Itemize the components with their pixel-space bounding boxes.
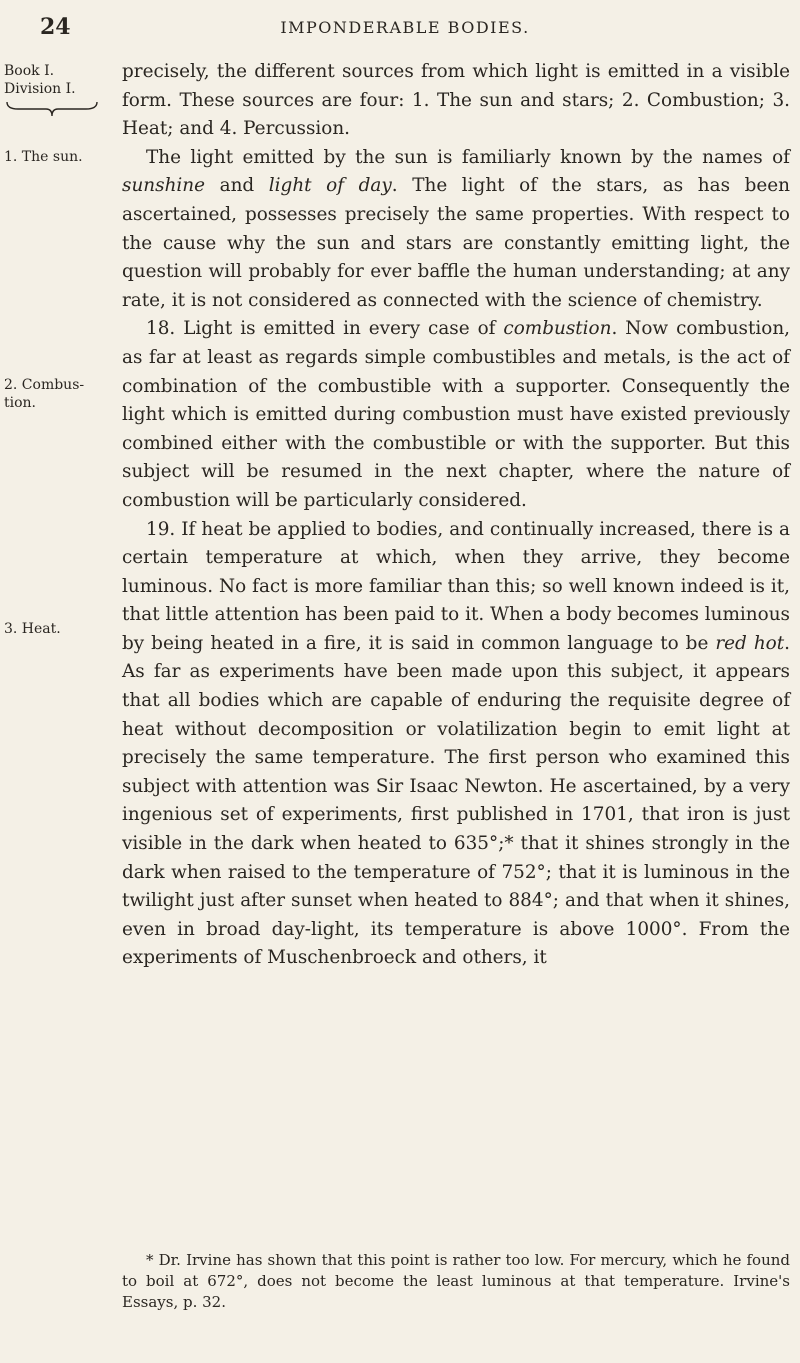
paragraph-sun: The light emitted by the sun is familiarly known by the names of sunshine and light of day. The light of the stars, as has been ascertained, possesses precisely the same properties. With respect to the cause why the sun and stars are constantly emitting light, the question will probably for ever baffle the human understanding; at any rate, it is not considered as connected with the science of chemistry.: [122, 146, 790, 311]
margin-note-heat: 3. Heat.: [4, 621, 61, 637]
page-number: 24: [40, 14, 71, 40]
paragraph-sources: precisely, the different sources from which light is emitted in a visible form. These sources are four: 1. The sun and stars; 2. Combustion; 3. Heat; and 4. Percussion.: [122, 61, 790, 140]
page-header: [40, 14, 770, 44]
margin-book: Book I.: [4, 63, 55, 79]
margin-note-sun: 1. The sun.: [4, 149, 83, 165]
margin-note-combustion: 2. Combus- tion.: [4, 377, 85, 411]
brace-icon: [4, 100, 118, 123]
footnote: [122, 1250, 790, 1313]
running-head: IMPONDERABLE BODIES.: [280, 18, 530, 37]
paragraph-combustion: 18. Light is emitted in every case of combustion. Now combustion, as far at least as regards simple combustibles and metals, is the act of combination of the combustible with a supporter. Consequently the light which is emitted during combustion must have existed previously combined either with the combustible or with the supporter. But this subject will be resumed in the next chapter, where the nature of combustion will be particularly considered.: [122, 318, 791, 511]
paragraph-heat: 19. If heat be applied to bodies, and continually increased, there is a certain temperature at which, when they arrive, they become luminous. No fact is more familiar than this; so well known indeed is it, that little attention has been paid to it. When a body becomes luminous by being heated in a fire, it is said in common language to be red hot. As far as experiments have been made upon this subject, it appears that all bodies which are capable of enduring the requisite degree of heat without decomposition or volatilization begin to emit light at precisely the same temperature. The first person who examined this subject with attention was Sir Isaac Newton. He ascertained, by a very ingenious set of experiments, first published in 1701, that iron is just visible in the dark when heated to 635°;* that it shines strongly in the dark when raised to the temperature of 752°; that it is luminous in the twilight just after sunset when heated to 884°; and that when it shines, even in broad day-light, its temperature is above 1000°. From the experiments of Muschenbroeck and others, it: [122, 518, 790, 969]
footnote-text: * Dr. Irvine has shown that this point is rather too low. For mercury, which he found to boil at 672°, does not become the least luminous at that temperature. Irvine's Essays, p. 32.: [122, 1251, 790, 1311]
margin-book-division: [4, 62, 118, 123]
main-text: [122, 58, 790, 973]
margin-division: Division I.: [4, 81, 76, 97]
